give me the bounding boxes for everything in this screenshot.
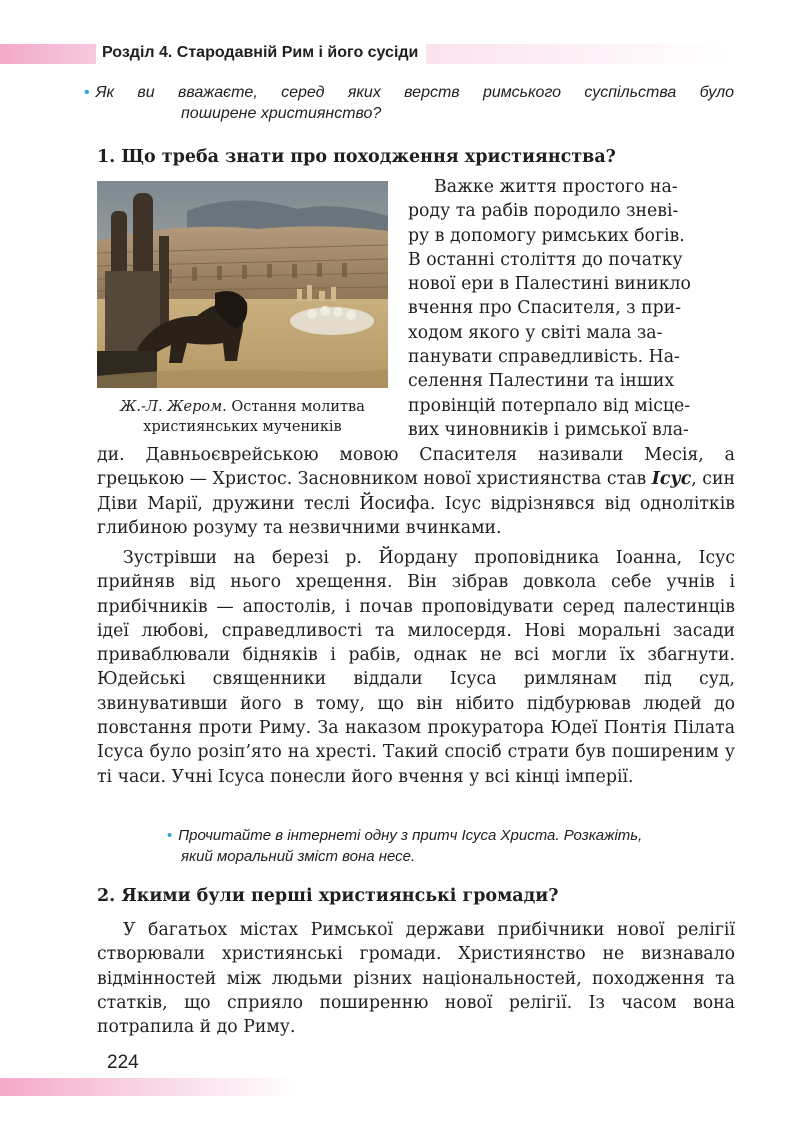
para1-line: вчення про Спасителя, з при- xyxy=(408,298,682,319)
paragraph-1-side xyxy=(408,175,735,442)
para1-line: селення Палестини та інших xyxy=(408,371,675,392)
bullet-icon: • xyxy=(167,827,173,844)
page-number: 224 xyxy=(107,1052,139,1073)
jesus-name: Ісус xyxy=(651,469,692,490)
paragraph-3: У багатьох містах Римської держави прибічники нової релігії створювали християнські громади. Християнство не визнавало відмінностей між людьми різних національностей, походження та статків, що сприяло поширенню нової релігії. Із часом вона потрапила й до Риму. xyxy=(97,920,735,1038)
caption-author: Ж.-Л. Жером. xyxy=(120,399,227,415)
bullet-icon: • xyxy=(84,84,90,101)
task-line-1: Прочитайте в інтернеті одну з притч Ісуса Христа. Розкажіть, xyxy=(178,827,643,844)
para1-line: провінцій потерпало від місце- xyxy=(408,395,691,416)
intro-question xyxy=(84,82,734,124)
para1-line: В останні століття до початку xyxy=(408,249,683,270)
task-line-2: який моральний зміст вона несе. xyxy=(181,848,416,865)
section-1-heading: 1. Що треба знати про походження християнства? xyxy=(97,147,616,167)
figure-caption xyxy=(97,397,388,437)
caption-title: Остання молитва християнських мучеників xyxy=(143,399,365,435)
para1-text-b: , син Діви Марії, дружини теслі Йосифа. Ісус відрізнявся від однолітків глибиною розуму та незвичними вчинками. xyxy=(97,469,735,538)
question-line-1: Як ви вважаєте, серед яких верств римського суспільства було xyxy=(95,84,734,101)
para1-line: роду та рабів породило зневі- xyxy=(408,201,679,222)
paragraph-2: Зустрівши на березі р. Йордану проповідника Іоанна, Ісус прийняв від нього хрещення. Він зібрав довкола себе учнів і прибічників — апостолів, і почав проповідувати серед палестинців ідеї любові, справедливості та милосердя. Нові моральні засади приваблювали бідняків і рабів, однак не всі могли їх збагнути. Юдейські священники віддали Ісуса римлянам під суд, звинувативши його в тому, що він нібито підбурював людей до повстання проти Риму. За наказом прокуратора Юдеї Понтія Пілата Ісуса було розіп’ято на хресті. Такий спосіб страти був поширеним у ті часи. Учні Ісуса понесли його вчення у всі кінці імперії. xyxy=(97,548,735,787)
question-line-2: поширене християнство? xyxy=(181,105,382,122)
para1-line: нової ери в Палестині виникло xyxy=(408,274,691,295)
task-prompt xyxy=(167,825,735,867)
chapter-title: Розділ 4. Стародавній Рим і його сусіди xyxy=(96,42,426,64)
para1-line: панувати справедливість. На- xyxy=(408,347,680,368)
para1-line: Важке життя простого на- xyxy=(434,177,678,197)
painting-christian-martyrs xyxy=(97,181,388,388)
paragraph-1-continued xyxy=(97,443,735,540)
para1-line: ходом якого у світі мала за- xyxy=(408,322,663,343)
footer-band xyxy=(0,1078,300,1096)
para1-line: вих чиновників і римської вла- xyxy=(408,419,689,440)
section-2-heading: 2. Якими були перші християнські громади? xyxy=(97,886,559,906)
para1-line: ру в допомогу римських богів. xyxy=(408,225,685,246)
para1-text-a: ди. Давньоєврейською мовою Спасителя називали Месія, а грецькою — Христос. Засновником нової християнства став xyxy=(97,445,735,490)
